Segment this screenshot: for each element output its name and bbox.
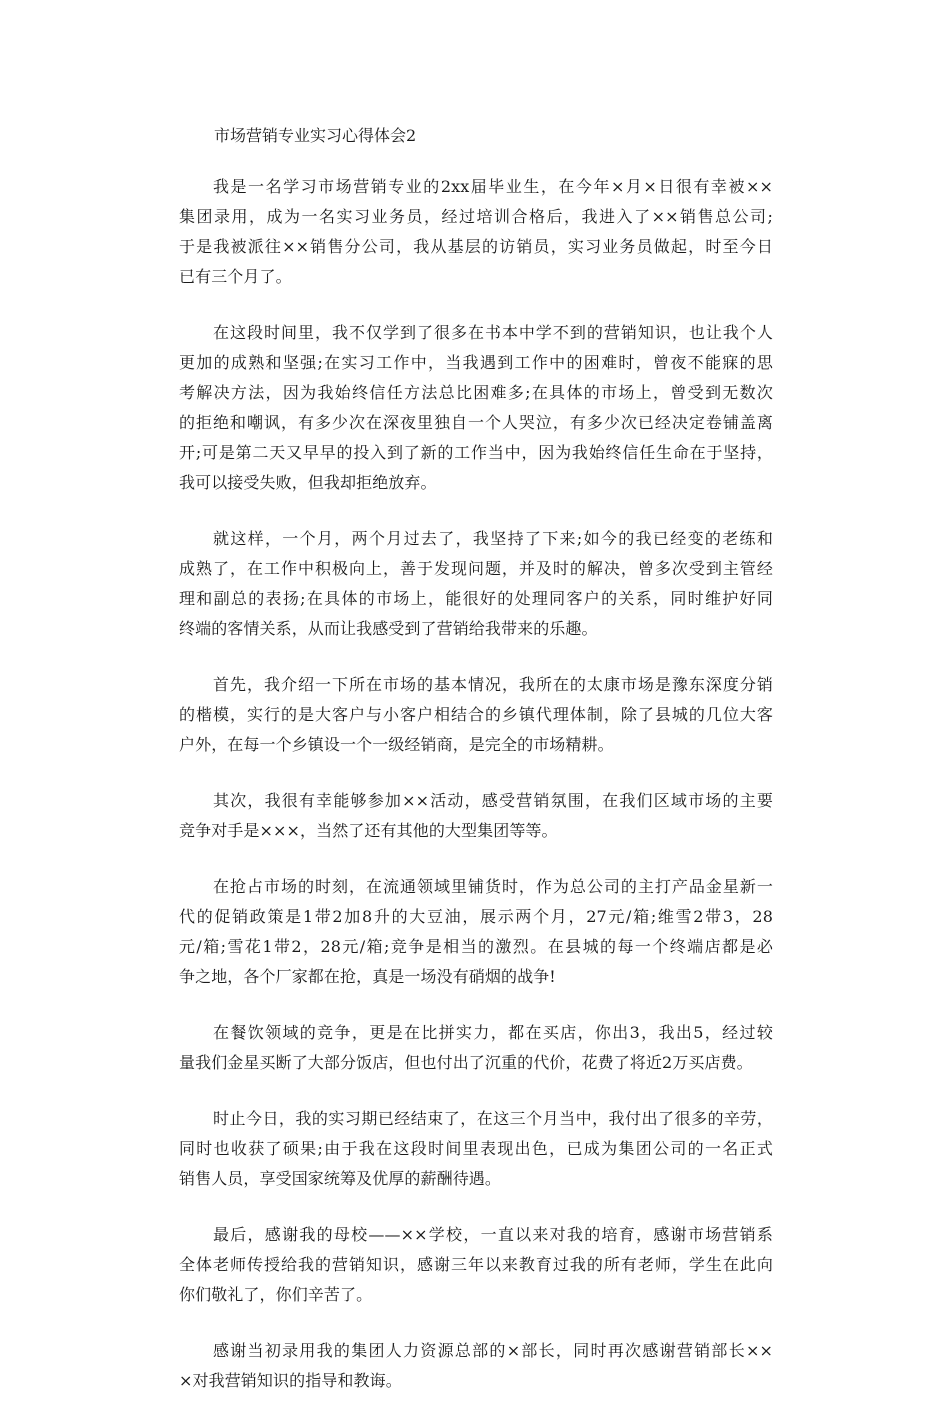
paragraph-line: 更加的成熟和坚强;在实习工作中，当我遇到工作中的困难时，曾夜不能寐的思 — [179, 353, 773, 372]
paragraph — [179, 524, 773, 644]
paragraph-line: 开;可是第二天又早早的投入到了新的工作当中，因为我始终信任生命在于坚持， — [179, 443, 773, 462]
paragraph-line: 感谢当初录用我的集团人力资源总部的×部长，同时再次感谢营销部长×× — [213, 1341, 773, 1360]
paragraph — [179, 318, 773, 498]
paragraph-line: 其次，我很有幸能够参加××活动，感受营销氛围，在我们区域市场的主要 — [213, 791, 773, 810]
paragraph-line: 我可以接受失败，但我却拒绝放弃。 — [179, 473, 437, 492]
paragraph-line: 最后，感谢我的母校——××学校，一直以来对我的培育，感谢市场营销系 — [213, 1225, 773, 1244]
paragraph-line: 销售人员，享受国家统筹及优厚的薪酬待遇。 — [179, 1169, 502, 1188]
paragraph — [179, 786, 773, 846]
paragraph-line: ×对我营销知识的指导和教诲。 — [179, 1371, 402, 1390]
paragraph-line: 于是我被派往××销售分公司，我从基层的访销员，实习业务员做起，时至今日 — [179, 237, 773, 256]
paragraph-line: 代的促销政策是1带2加8升的大豆油，展示两个月，27元/箱;维雪2带3，28 — [179, 907, 773, 926]
paragraph-line: 就这样，一个月，两个月过去了，我坚持了下来;如今的我已经变的老练和 — [213, 529, 773, 548]
paragraph-line: 量我们金星买断了大部分饭店，但也付出了沉重的代价，花费了将近2万买店费。 — [179, 1053, 753, 1072]
paragraph-line: 成熟了，在工作中积极向上，善于发现问题，并及时的解决，曾多次受到主管经 — [179, 559, 773, 578]
paragraph-line: 的拒绝和嘲讽，有多少次在深夜里独自一个人哭泣，有多少次已经决定卷铺盖离 — [179, 413, 773, 432]
paragraph — [179, 1336, 773, 1396]
paragraph — [179, 670, 773, 760]
paragraph — [179, 872, 773, 992]
paragraph-line: 我是一名学习市场营销专业的2xx届毕业生，在今年×月×日很有幸被×× — [213, 177, 773, 196]
paragraph-line: 终端的客情关系，从而让我感受到了营销给我带来的乐趣。 — [179, 619, 598, 638]
paragraph — [179, 1220, 773, 1310]
paragraph-line: 同时也收获了硕果;由于我在这段时间里表现出色，已成为集团公司的一名正式 — [179, 1139, 773, 1158]
paragraph-line: 全体老师传授给我的营销知识，感谢三年以来教育过我的所有老师，学生在此向 — [179, 1255, 773, 1274]
paragraph-line: 户外，在每一个乡镇设一个一级经销商，是完全的市场精耕。 — [179, 735, 614, 754]
paragraph-line: 在这段时间里，我不仅学到了很多在书本中学不到的营销知识，也让我个人 — [213, 323, 773, 342]
paragraph — [179, 1104, 773, 1194]
paragraph-line: 时止今日，我的实习期已经结束了，在这三个月当中，我付出了很多的辛劳， — [213, 1109, 773, 1128]
paragraph-line: 考解决方法，因为我始终信任方法总比困难多;在具体的市场上，曾受到无数次 — [179, 383, 773, 402]
document-title: 市场营销专业实习心得体会2 — [214, 126, 417, 145]
paragraph-line: 在抢占市场的时刻，在流通领域里铺货时，作为总公司的主打产品金星新一 — [213, 877, 773, 896]
paragraph-line: 争之地，各个厂家都在抢，真是一场没有硝烟的战争! — [179, 967, 556, 986]
paragraph-line: 理和副总的表扬;在具体的市场上，能很好的处理同客户的关系，同时维护好同 — [179, 589, 773, 608]
paragraph-line: 元/箱;雪花1带2，28元/箱;竞争是相当的激烈。在县城的每一个终端店都是必 — [179, 937, 773, 956]
paragraph — [179, 1018, 773, 1078]
paragraph-line: 的楷模，实行的是大客户与小客户相结合的乡镇代理体制，除了县城的几位大客 — [179, 705, 773, 724]
document-body — [179, 172, 773, 1422]
paragraph-line: 在餐饮领域的竞争，更是在比拼实力，都在买店，你出3，我出5，经过较 — [213, 1023, 773, 1042]
paragraph-line: 集团录用，成为一名实习业务员，经过培训合格后，我进入了××销售总公司; — [179, 207, 773, 226]
paragraph-line: 你们敬礼了，你们辛苦了。 — [179, 1285, 373, 1304]
paragraph — [179, 172, 773, 292]
paragraph-line: 首先，我介绍一下所在市场的基本情况，我所在的太康市场是豫东深度分销 — [213, 675, 773, 694]
paragraph-line: 竞争对手是×××，当然了还有其他的大型集团等等。 — [179, 821, 558, 840]
paragraph-line: 已有三个月了。 — [179, 267, 292, 286]
